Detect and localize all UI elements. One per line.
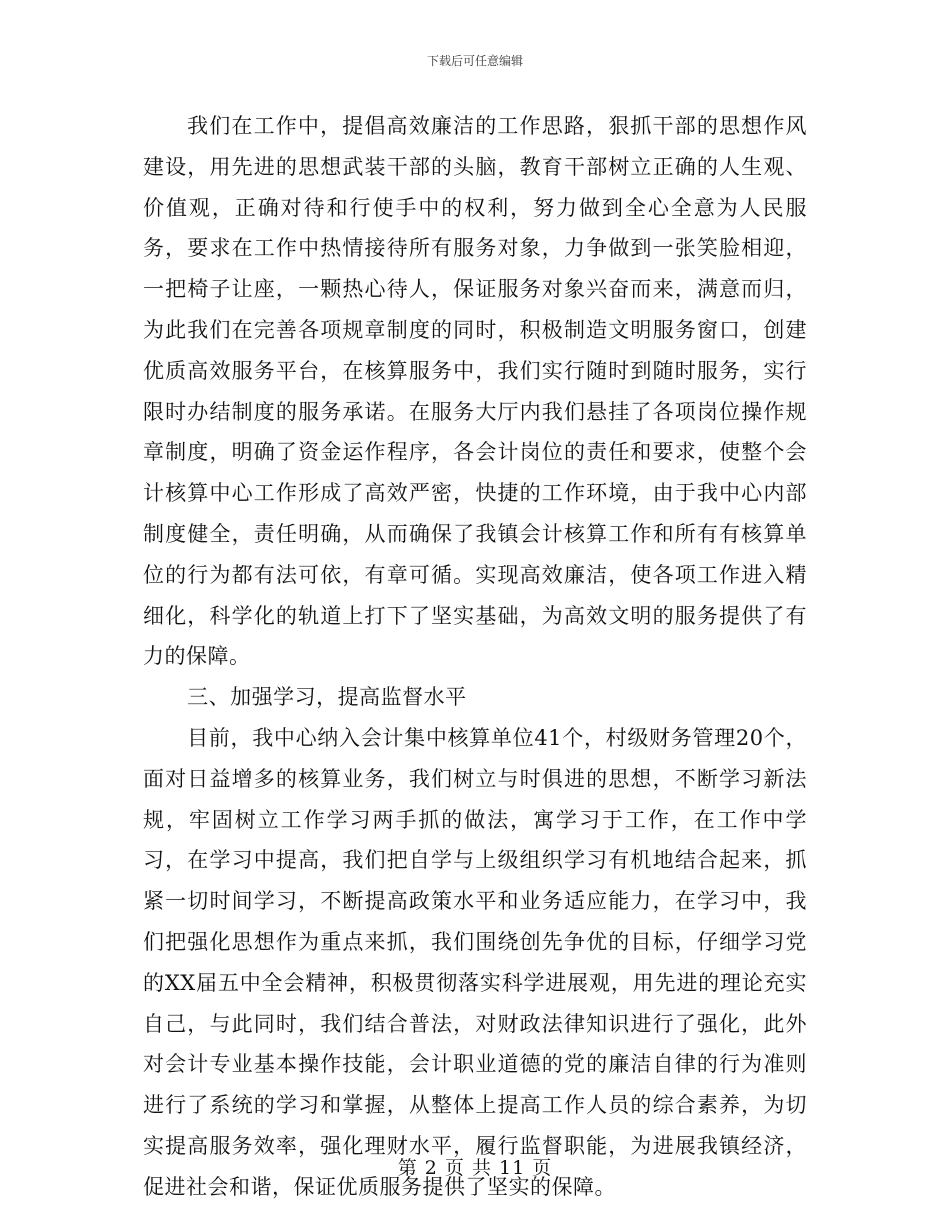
paragraph-work-style: 我们在工作中，提倡高效廉洁的工作思路，狠抓干部的思想作风建设，用先进的思想武装干部的头脑，教育干部树立正确的人生观、价值观，正确对待和行使手中的权利，努力做到全心全意为人民服务，要求在工作中热情接待所有服务对象，力争做到一张笑脸相迎，一把椅子让座，一颗热心待人，保证服务对象兴奋而来，满意而归，为此我们在完善各项规章制度的同时，积极制造文明服务窗口，创建优质高效服务平台，在核算服务中，我们实行随时到随时服务，实行限时办结制度的服务承诺。在服务大厅内我们悬挂了各项岗位操作规章制度，明确了资金运作程序，各会计岗位的责任和要求，使整个会计核算中心工作形成了高效严密，快捷的工作环境，由于我中心内部制度健全，责任明确，从而确保了我镇会计核算工作和所有有核算单位的行为都有法可依，有章可循。实现高效廉洁，使各项工作进入精细化，科学化的轨道上打下了坚实基础，为高效文明的服务提供了有力的保障。: [143, 114, 807, 669]
page-number-text: 第 2 页 共 11 页: [397, 1157, 553, 1179]
page-footer: [0, 1153, 950, 1180]
document-body: [143, 106, 807, 1208]
section-heading-study: 三、加强学习，提高监督水平: [187, 685, 467, 710]
paragraph-study: 目前，我中心纳入会计集中核算单位41个，村级财务管理20个，面对日益增多的核算业务，我们树立与时俱进的思想，不断学习新法规，牢固树立工作学习两手抓的做法，寓学习于工作，在工作中学习，在学习中提高，我们把自学与上级组织学习有机地结合起来，抓紧一切时间学习，不断提高政策水平和业务适应能力，在学习中，我们把强化思想作为重点来抓，我们围绕创先争优的目标，仔细学习党的XX届五中全会精神，积极贯彻落实科学进展观，用先进的理论充实自己，与此同时，我们结合普法，对财政法律知识进行了强化，此外对会计专业基本操作技能，会计职业道德的党的廉洁自律的行为准则进行了系统的学习和掌握，从整体上提高工作人员的综合素养，为切实提高服务效率，强化理财水平，履行监督职能，为进展我镇经济，促进社会和谐，保证优质服务提供了坚实的保障。: [143, 725, 807, 1199]
page-header: 下载后可任意编辑: [426, 54, 523, 68]
